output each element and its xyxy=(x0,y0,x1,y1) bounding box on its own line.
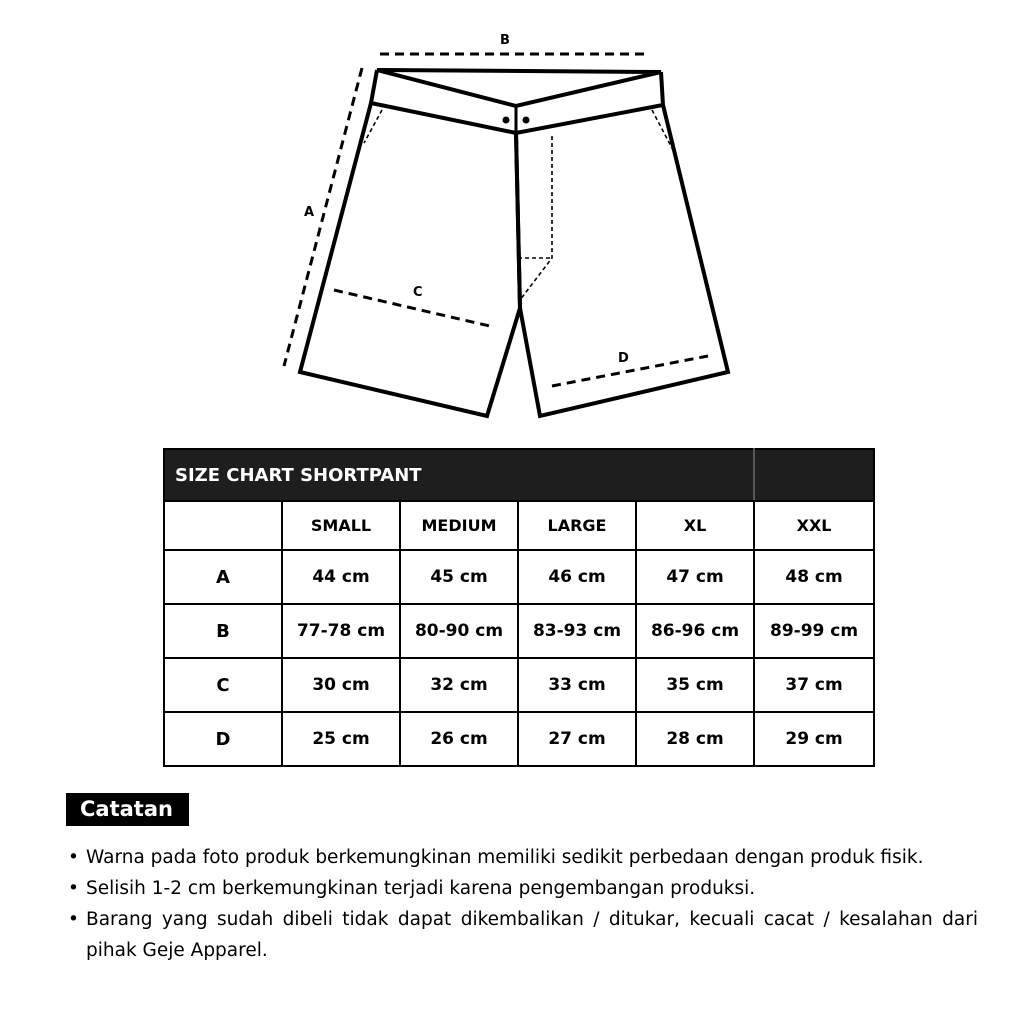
table-row xyxy=(164,712,874,766)
notes-list xyxy=(66,842,978,966)
table-cell: 80-90 cm xyxy=(400,604,518,658)
row-label: C xyxy=(164,658,282,712)
button-dot-left xyxy=(503,117,510,124)
table-cell: 35 cm xyxy=(636,658,754,712)
bullet-icon: • xyxy=(68,878,79,899)
button-dot-right xyxy=(523,117,530,124)
table-row xyxy=(164,658,874,712)
dimension-b-label: B xyxy=(500,33,510,48)
note-text: Warna pada foto produk berkemungkinan memiliki sedikit perbedaan dengan produk fisik. xyxy=(86,847,924,868)
table-cell: 45 cm xyxy=(400,550,518,604)
table-title-row xyxy=(164,449,874,501)
list-item xyxy=(66,873,978,904)
dimension-d-label: D xyxy=(618,351,629,366)
header-small: SMALL xyxy=(282,501,400,550)
table-cell: 44 cm xyxy=(282,550,400,604)
table-cell: 86-96 cm xyxy=(636,604,754,658)
table-cell: 48 cm xyxy=(754,550,874,604)
left-leg-outline xyxy=(300,103,520,416)
note-text: Barang yang sudah dibeli tidak dapat dikembalikan / ditukar, kecuali cacat / kesalahan dari pihak Geje Apparel. xyxy=(86,909,978,961)
right-leg-outline xyxy=(516,105,728,416)
size-chart-table xyxy=(163,448,875,767)
table-cell: 37 cm xyxy=(754,658,874,712)
table-cell: 26 cm xyxy=(400,712,518,766)
list-item xyxy=(66,842,978,873)
list-item xyxy=(66,904,978,966)
table-title-empty-cell xyxy=(754,449,874,501)
header-medium: MEDIUM xyxy=(400,501,518,550)
table-cell: 46 cm xyxy=(518,550,636,604)
bullet-icon: • xyxy=(68,847,79,868)
table-cell: 29 cm xyxy=(754,712,874,766)
header-xxl: XXL xyxy=(754,501,874,550)
shorts-diagram xyxy=(0,0,1024,440)
header-large: LARGE xyxy=(518,501,636,550)
table-cell: 83-93 cm xyxy=(518,604,636,658)
header-empty-cell xyxy=(164,501,282,550)
table-cell: 89-99 cm xyxy=(754,604,874,658)
header-xl: XL xyxy=(636,501,754,550)
table-cell: 77-78 cm xyxy=(282,604,400,658)
table-cell: 25 cm xyxy=(282,712,400,766)
table-cell: 32 cm xyxy=(400,658,518,712)
row-label: D xyxy=(164,712,282,766)
table-cell: 28 cm xyxy=(636,712,754,766)
bullet-icon: • xyxy=(68,909,79,930)
notes-title: Catatan xyxy=(66,793,189,826)
table-header-row xyxy=(164,501,874,550)
table-cell: 47 cm xyxy=(636,550,754,604)
table-cell: 33 cm xyxy=(518,658,636,712)
waistband-outline xyxy=(377,70,661,106)
table-cell: 27 cm xyxy=(518,712,636,766)
table-title: SIZE CHART SHORTPANT xyxy=(164,449,754,501)
row-label: B xyxy=(164,604,282,658)
note-text: Selisih 1-2 cm berkemungkinan terjadi karena pengembangan produksi. xyxy=(86,878,756,899)
row-label: A xyxy=(164,550,282,604)
dimension-a-line xyxy=(284,68,362,366)
fly-stitch xyxy=(520,136,552,300)
table-cell: 30 cm xyxy=(282,658,400,712)
dimension-a-label: A xyxy=(304,205,315,220)
table-row xyxy=(164,604,874,658)
table-row xyxy=(164,550,874,604)
dimension-c-label: C xyxy=(413,285,423,300)
